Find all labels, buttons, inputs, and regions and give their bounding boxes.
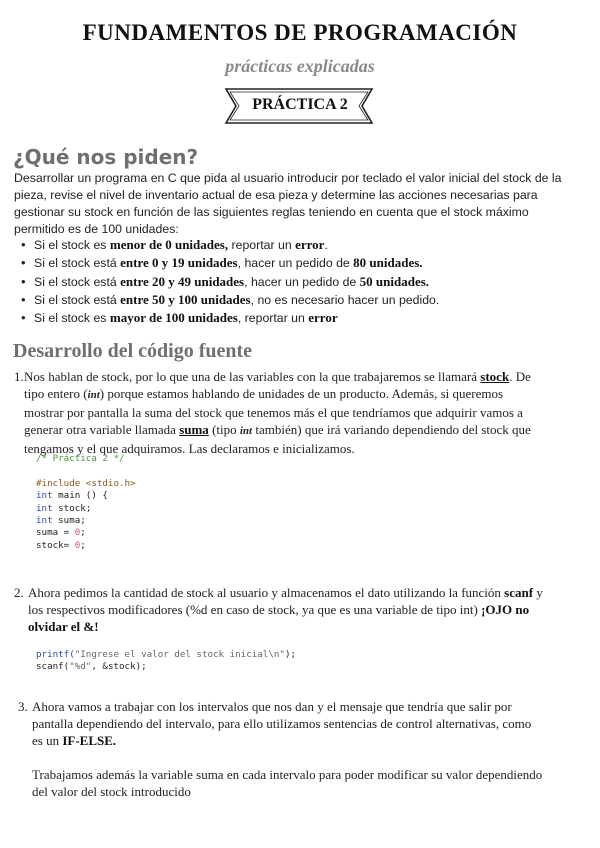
rule-item: • Si el stock es mayor de 100 unidades, reportar un error bbox=[20, 309, 590, 327]
intro-line: permitido es de 100 unidades: bbox=[14, 222, 179, 236]
page-title: FUNDAMENTOS DE PROGRAMACIÓN bbox=[82, 20, 518, 45]
step-2: 2. Ahora pedimos la cantidad de stock al usuario y almacenamos el dato utilizando la función scanf y los respectivos modificadores (%d en caso de stock, ya que es una variable de tipo int) ¡OJO no olvidar el &! bbox=[14, 585, 543, 634]
code-block-declarations: /* Práctica 2 */ #include <stdio.h> int main () { int stock; int suma; suma = 0; stock= 0; bbox=[36, 453, 136, 551]
intro-paragraph bbox=[14, 170, 594, 238]
rules-list bbox=[20, 236, 590, 327]
rule-item: • Si el stock está entre 0 y 19 unidades, hacer un pedido de 80 unidades. bbox=[20, 254, 590, 272]
step-3: 3. Ahora vamos a trabajar con los intervalos que nos dan y el mensaje que tendría que salir por pantalla dependiendo del intervalo, para ello utilizamos sentencias de control alternativas, como es un IF-ELSE. Trabajamos además la variable suma en cada intervalo para poder modificar su valor dependiendo del valor del stock introducido bbox=[18, 699, 543, 799]
section-heading-source-code: Desarrollo del código fuente bbox=[13, 340, 253, 362]
step-1: 1. Nos hablan de stock, por lo que una de las variables con la que trabajaremos se llamará stock. De tipo entero (int) porque estamos hablando de unidades de un producto. Además, si queremos mostrar por pantalla la suma del stock que tenemos más el que tendríamos que adquirir vamos a generar otra variable llamada suma (tipo int también) que irá variando dependiendo del stock que tengamos y el que adquiramos. Las declaramos e inicializamos. bbox=[14, 369, 531, 456]
rule-item: • Si el stock está entre 20 y 49 unidades, hacer un pedido de 50 unidades. bbox=[20, 273, 590, 291]
intro-line: Desarrollar un programa en C que pida al usuario introducir por teclado el valor inicial del stock de la bbox=[14, 171, 562, 185]
step-number: 3. bbox=[18, 699, 28, 714]
rule-item: • Si el stock es menor de 0 unidades, reportar un error. bbox=[20, 236, 590, 254]
page-subtitle: prácticas explicadas bbox=[225, 56, 375, 76]
step-number: 2. bbox=[14, 585, 24, 600]
intro-line: gestionar su stock en función de las siguientes reglas teniendo en cuenta que el stock máximo bbox=[14, 205, 529, 219]
practice-badge: PRÁCTICA 2 bbox=[252, 96, 348, 113]
rule-item: • Si el stock está entre 50 y 100 unidades, no es necesario hacer un pedido. bbox=[20, 291, 590, 309]
code-block-input: printf("Ingrese el valor del stock inicial\n"); scanf("%d", &stock); bbox=[36, 649, 297, 673]
step-number: 1. bbox=[14, 369, 24, 384]
section-heading-requirements: ¿Qué nos piden? bbox=[13, 145, 199, 169]
intro-line: pieza, revise el nivel de inventario actual de esa pieza y determine las acciones necesarias para bbox=[14, 188, 538, 202]
